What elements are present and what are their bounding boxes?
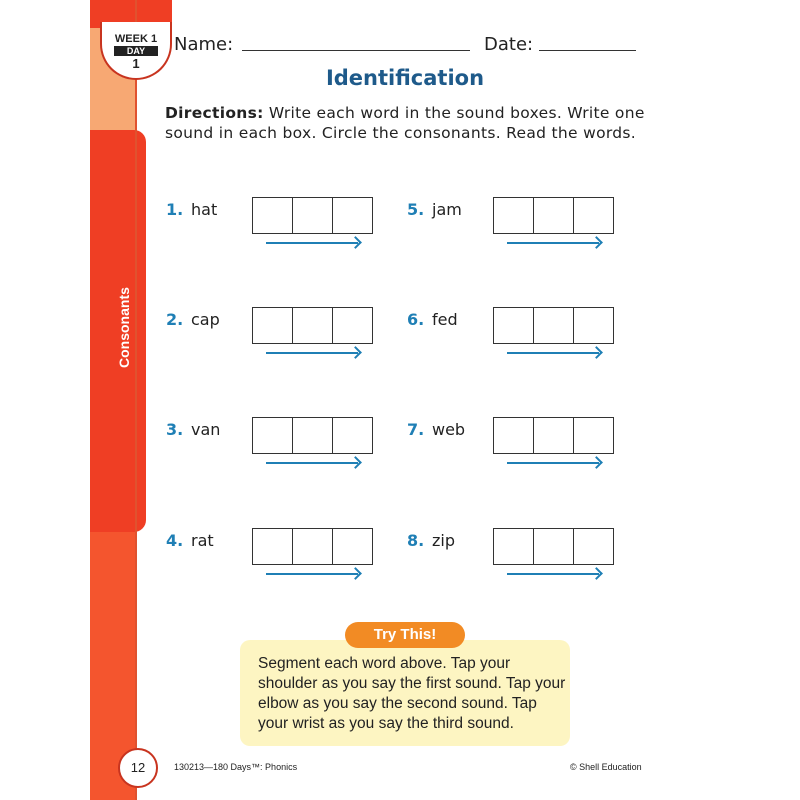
item-word: rat bbox=[191, 531, 214, 550]
item-word: jam bbox=[432, 200, 462, 219]
try-this-text: Segment each word above. Tap your shoulder as you say the first sound. Tap your elbow as you say the second sound. Tap your wrist as you say the third sound. bbox=[258, 655, 566, 732]
sound-box[interactable] bbox=[534, 308, 574, 343]
arrow-right-icon bbox=[266, 242, 358, 244]
item-number: 3. bbox=[166, 420, 184, 439]
item-number: 5. bbox=[407, 200, 425, 219]
try-this-box bbox=[240, 640, 570, 746]
sound-box[interactable] bbox=[574, 198, 613, 233]
directions-label: Directions: bbox=[165, 104, 264, 122]
arrow-right-icon bbox=[507, 462, 599, 464]
week-label: WEEK 1 bbox=[114, 33, 158, 45]
sound-box[interactable] bbox=[293, 198, 333, 233]
word-item bbox=[166, 528, 406, 588]
sound-boxes[interactable] bbox=[252, 528, 373, 565]
sound-boxes[interactable] bbox=[493, 417, 614, 454]
arrow-right-icon bbox=[266, 352, 358, 354]
item-number: 2. bbox=[166, 310, 184, 329]
sound-boxes[interactable] bbox=[493, 307, 614, 344]
item-word: zip bbox=[432, 531, 455, 550]
item-number: 4. bbox=[166, 531, 184, 550]
footer-copyright: © Shell Education bbox=[570, 762, 642, 772]
item-word: cap bbox=[191, 310, 220, 329]
item-word: fed bbox=[432, 310, 458, 329]
word-item bbox=[407, 307, 647, 367]
sound-boxes[interactable] bbox=[252, 197, 373, 234]
sound-box[interactable] bbox=[253, 418, 293, 453]
sound-boxes[interactable] bbox=[252, 307, 373, 344]
sound-boxes[interactable] bbox=[493, 197, 614, 234]
arrow-right-icon bbox=[507, 573, 599, 575]
item-number: 7. bbox=[407, 420, 425, 439]
sound-box[interactable] bbox=[534, 529, 574, 564]
directions bbox=[165, 103, 645, 143]
word-item bbox=[407, 528, 647, 588]
sound-box[interactable] bbox=[494, 529, 534, 564]
sound-box[interactable] bbox=[574, 308, 613, 343]
item-word: hat bbox=[191, 200, 218, 219]
item-word: web bbox=[432, 420, 466, 439]
word-item bbox=[166, 417, 406, 477]
sound-box[interactable] bbox=[333, 418, 372, 453]
page-number: 12 bbox=[118, 748, 158, 788]
page-title: Identification bbox=[325, 66, 485, 90]
sound-box[interactable] bbox=[494, 418, 534, 453]
sound-box[interactable] bbox=[494, 198, 534, 233]
try-this-label: Try This! bbox=[345, 622, 465, 648]
sound-box[interactable] bbox=[333, 529, 372, 564]
item-number: 1. bbox=[166, 200, 184, 219]
date-field[interactable] bbox=[539, 50, 636, 51]
word-item bbox=[407, 197, 647, 257]
day-number: 1 bbox=[132, 56, 140, 71]
arrow-right-icon bbox=[266, 462, 358, 464]
arrow-right-icon bbox=[266, 573, 358, 575]
sound-box[interactable] bbox=[253, 308, 293, 343]
sound-box[interactable] bbox=[293, 418, 333, 453]
sound-box[interactable] bbox=[333, 198, 372, 233]
item-number: 8. bbox=[407, 531, 425, 550]
sound-box[interactable] bbox=[333, 308, 372, 343]
date-label: Date: bbox=[484, 34, 534, 55]
sound-box[interactable] bbox=[253, 198, 293, 233]
side-tab-label: Consonants bbox=[116, 287, 132, 368]
sound-box[interactable] bbox=[293, 308, 333, 343]
name-label: Name: bbox=[174, 34, 234, 55]
footer-title: 130213—180 Days™: Phonics bbox=[174, 762, 298, 772]
sound-boxes[interactable] bbox=[493, 528, 614, 565]
sound-box[interactable] bbox=[574, 529, 613, 564]
arrow-right-icon bbox=[507, 242, 599, 244]
sound-box[interactable] bbox=[574, 418, 613, 453]
arrow-right-icon bbox=[507, 352, 599, 354]
sound-box[interactable] bbox=[534, 198, 574, 233]
sound-boxes[interactable] bbox=[252, 417, 373, 454]
sound-box[interactable] bbox=[534, 418, 574, 453]
word-item bbox=[407, 417, 647, 477]
item-number: 6. bbox=[407, 310, 425, 329]
day-label: DAY bbox=[114, 46, 158, 56]
margin-line bbox=[135, 0, 137, 800]
sound-box[interactable] bbox=[494, 308, 534, 343]
name-field[interactable] bbox=[242, 50, 470, 51]
sound-box[interactable] bbox=[293, 529, 333, 564]
item-word: van bbox=[191, 420, 221, 439]
sound-box[interactable] bbox=[253, 529, 293, 564]
word-item bbox=[166, 307, 406, 367]
word-item bbox=[166, 197, 406, 257]
directions-text: Write each word in the sound boxes. Write one sound in each box. Circle the consonants. Read the words. bbox=[165, 104, 645, 142]
